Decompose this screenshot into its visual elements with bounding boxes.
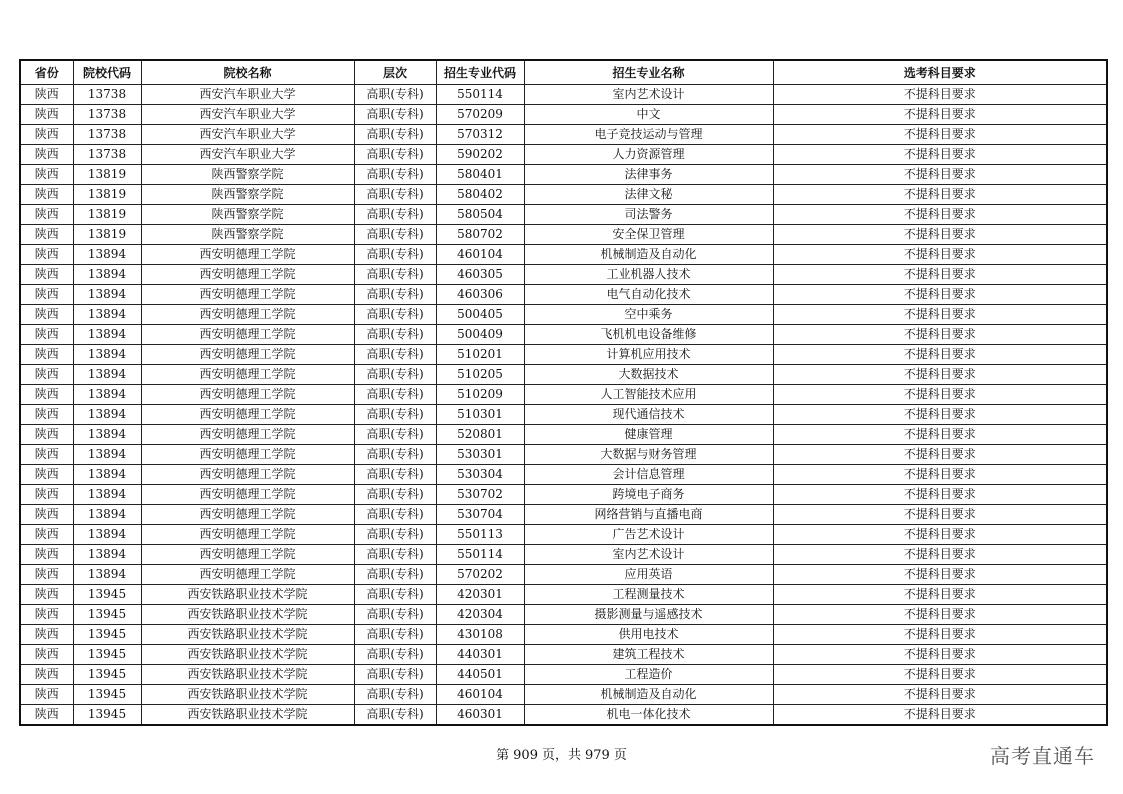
cell-level: 高职(专科) xyxy=(354,265,436,285)
cell-major-code: 550113 xyxy=(436,525,524,545)
cell-major-name: 飞机机电设备维修 xyxy=(524,325,773,345)
cell-major-code: 550114 xyxy=(436,545,524,565)
cell-school-code: 13945 xyxy=(73,605,141,625)
table-row xyxy=(20,485,1107,505)
cell-major-name: 网络营销与直播电商 xyxy=(524,505,773,525)
table-row xyxy=(20,465,1107,485)
cell-school-name: 西安铁路职业技术学院 xyxy=(141,605,354,625)
cell-province: 陕西 xyxy=(20,605,73,625)
cell-school-code: 13945 xyxy=(73,625,141,645)
cell-subject-requirement: 不提科目要求 xyxy=(773,505,1107,525)
cell-major-name: 室内艺术设计 xyxy=(524,545,773,565)
table-body xyxy=(20,85,1107,726)
cell-school-code: 13945 xyxy=(73,585,141,605)
table-row xyxy=(20,405,1107,425)
cell-school-name: 西安铁路职业技术学院 xyxy=(141,705,354,726)
cell-province: 陕西 xyxy=(20,285,73,305)
cell-major-code: 510301 xyxy=(436,405,524,425)
table-row xyxy=(20,225,1107,245)
cell-province: 陕西 xyxy=(20,245,73,265)
cell-major-code: 460301 xyxy=(436,705,524,726)
cell-school-code: 13738 xyxy=(73,125,141,145)
page-prefix: 第 xyxy=(496,748,510,763)
cell-major-code: 460104 xyxy=(436,245,524,265)
cell-major-code: 570202 xyxy=(436,565,524,585)
table-row xyxy=(20,265,1107,285)
cell-major-code: 510209 xyxy=(436,385,524,405)
cell-subject-requirement: 不提科目要求 xyxy=(773,485,1107,505)
cell-major-name: 广告艺术设计 xyxy=(524,525,773,545)
header-level: 层次 xyxy=(354,60,436,85)
cell-level: 高职(专科) xyxy=(354,405,436,425)
cell-school-code: 13738 xyxy=(73,105,141,125)
cell-major-name: 健康管理 xyxy=(524,425,773,445)
cell-subject-requirement: 不提科目要求 xyxy=(773,225,1107,245)
cell-subject-requirement: 不提科目要求 xyxy=(773,525,1107,545)
cell-level: 高职(专科) xyxy=(354,445,436,465)
cell-major-code: 500409 xyxy=(436,325,524,345)
cell-level: 高职(专科) xyxy=(354,485,436,505)
cell-school-name: 西安明德理工学院 xyxy=(141,285,354,305)
cell-major-name: 法律文秘 xyxy=(524,185,773,205)
cell-level: 高职(专科) xyxy=(354,685,436,705)
cell-school-code: 13894 xyxy=(73,245,141,265)
cell-level: 高职(专科) xyxy=(354,125,436,145)
cell-school-name: 西安铁路职业技术学院 xyxy=(141,685,354,705)
cell-school-name: 西安明德理工学院 xyxy=(141,325,354,345)
cell-level: 高职(专科) xyxy=(354,565,436,585)
cell-major-name: 机械制造及自动化 xyxy=(524,245,773,265)
cell-school-name: 西安明德理工学院 xyxy=(141,485,354,505)
cell-major-name: 现代通信技术 xyxy=(524,405,773,425)
cell-school-code: 13819 xyxy=(73,225,141,245)
cell-school-code: 13819 xyxy=(73,185,141,205)
header-subject-requirement: 选考科目要求 xyxy=(773,60,1107,85)
cell-subject-requirement: 不提科目要求 xyxy=(773,145,1107,165)
cell-province: 陕西 xyxy=(20,525,73,545)
cell-major-code: 460306 xyxy=(436,285,524,305)
cell-level: 高职(专科) xyxy=(354,665,436,685)
cell-major-code: 440501 xyxy=(436,665,524,685)
cell-school-name: 西安明德理工学院 xyxy=(141,265,354,285)
table-row xyxy=(20,125,1107,145)
cell-school-name: 西安汽车职业大学 xyxy=(141,125,354,145)
cell-level: 高职(专科) xyxy=(354,205,436,225)
cell-major-name: 工程测量技术 xyxy=(524,585,773,605)
cell-subject-requirement: 不提科目要求 xyxy=(773,565,1107,585)
cell-subject-requirement: 不提科目要求 xyxy=(773,665,1107,685)
table-row xyxy=(20,425,1107,445)
cell-major-name: 应用英语 xyxy=(524,565,773,585)
cell-province: 陕西 xyxy=(20,325,73,345)
cell-major-code: 420301 xyxy=(436,585,524,605)
table-row xyxy=(20,245,1107,265)
cell-province: 陕西 xyxy=(20,105,73,125)
cell-province: 陕西 xyxy=(20,565,73,585)
cell-school-name: 西安明德理工学院 xyxy=(141,385,354,405)
cell-subject-requirement: 不提科目要求 xyxy=(773,205,1107,225)
cell-school-code: 13894 xyxy=(73,405,141,425)
table-row xyxy=(20,705,1107,726)
admission-requirements-table xyxy=(19,59,1108,726)
cell-school-name: 西安明德理工学院 xyxy=(141,545,354,565)
cell-school-code: 13738 xyxy=(73,85,141,105)
table-row xyxy=(20,145,1107,165)
cell-province: 陕西 xyxy=(20,265,73,285)
cell-major-code: 440301 xyxy=(436,645,524,665)
cell-school-name: 西安铁路职业技术学院 xyxy=(141,665,354,685)
cell-school-code: 13894 xyxy=(73,445,141,465)
cell-level: 高职(专科) xyxy=(354,425,436,445)
cell-subject-requirement: 不提科目要求 xyxy=(773,125,1107,145)
table-row xyxy=(20,305,1107,325)
cell-province: 陕西 xyxy=(20,505,73,525)
cell-school-name: 陕西警察学院 xyxy=(141,205,354,225)
table-row xyxy=(20,505,1107,525)
cell-major-name: 摄影测量与遥感技术 xyxy=(524,605,773,625)
cell-major-code: 510201 xyxy=(436,345,524,365)
cell-major-name: 建筑工程技术 xyxy=(524,645,773,665)
cell-major-name: 机械制造及自动化 xyxy=(524,685,773,705)
brand-watermark: 高考直通车 xyxy=(990,744,1095,768)
cell-major-code: 530301 xyxy=(436,445,524,465)
cell-level: 高职(专科) xyxy=(354,605,436,625)
cell-province: 陕西 xyxy=(20,465,73,485)
cell-major-name: 会计信息管理 xyxy=(524,465,773,485)
cell-school-name: 西安明德理工学院 xyxy=(141,445,354,465)
cell-subject-requirement: 不提科目要求 xyxy=(773,425,1107,445)
cell-major-code: 580702 xyxy=(436,225,524,245)
cell-major-code: 530704 xyxy=(436,505,524,525)
cell-school-name: 西安明德理工学院 xyxy=(141,565,354,585)
cell-level: 高职(专科) xyxy=(354,225,436,245)
cell-school-code: 13894 xyxy=(73,285,141,305)
cell-school-name: 陕西警察学院 xyxy=(141,185,354,205)
cell-major-code: 430108 xyxy=(436,625,524,645)
table-row xyxy=(20,665,1107,685)
cell-school-code: 13894 xyxy=(73,545,141,565)
cell-major-code: 550114 xyxy=(436,85,524,105)
cell-school-name: 西安明德理工学院 xyxy=(141,425,354,445)
page-number xyxy=(0,744,1123,763)
cell-level: 高职(专科) xyxy=(354,365,436,385)
cell-province: 陕西 xyxy=(20,85,73,105)
cell-school-name: 西安铁路职业技术学院 xyxy=(141,645,354,665)
cell-school-name: 西安铁路职业技术学院 xyxy=(141,625,354,645)
header-school-code: 院校代码 xyxy=(73,60,141,85)
cell-school-code: 13945 xyxy=(73,645,141,665)
cell-major-name: 司法警务 xyxy=(524,205,773,225)
cell-major-name: 安全保卫管理 xyxy=(524,225,773,245)
cell-province: 陕西 xyxy=(20,205,73,225)
cell-school-name: 西安明德理工学院 xyxy=(141,405,354,425)
header-province: 省份 xyxy=(20,60,73,85)
cell-major-code: 530702 xyxy=(436,485,524,505)
cell-level: 高职(专科) xyxy=(354,465,436,485)
cell-province: 陕西 xyxy=(20,625,73,645)
page-mid: 页，共 xyxy=(541,748,581,763)
cell-major-name: 人工智能技术应用 xyxy=(524,385,773,405)
cell-major-code: 460104 xyxy=(436,685,524,705)
table-row xyxy=(20,525,1107,545)
cell-province: 陕西 xyxy=(20,385,73,405)
cell-school-name: 陕西警察学院 xyxy=(141,225,354,245)
cell-major-code: 460305 xyxy=(436,265,524,285)
cell-province: 陕西 xyxy=(20,165,73,185)
cell-subject-requirement: 不提科目要求 xyxy=(773,85,1107,105)
cell-school-code: 13894 xyxy=(73,325,141,345)
cell-school-name: 西安明德理工学院 xyxy=(141,505,354,525)
cell-subject-requirement: 不提科目要求 xyxy=(773,405,1107,425)
cell-major-name: 法律事务 xyxy=(524,165,773,185)
cell-school-name: 西安明德理工学院 xyxy=(141,365,354,385)
cell-major-code: 510205 xyxy=(436,365,524,385)
table-row xyxy=(20,645,1107,665)
header-row xyxy=(20,60,1107,85)
cell-school-code: 13894 xyxy=(73,525,141,545)
table-header xyxy=(20,60,1107,85)
table-row xyxy=(20,545,1107,565)
cell-subject-requirement: 不提科目要求 xyxy=(773,365,1107,385)
cell-subject-requirement: 不提科目要求 xyxy=(773,345,1107,365)
cell-province: 陕西 xyxy=(20,305,73,325)
cell-province: 陕西 xyxy=(20,145,73,165)
cell-level: 高职(专科) xyxy=(354,145,436,165)
cell-major-name: 中文 xyxy=(524,105,773,125)
cell-level: 高职(专科) xyxy=(354,325,436,345)
cell-subject-requirement: 不提科目要求 xyxy=(773,585,1107,605)
cell-major-name: 跨境电子商务 xyxy=(524,485,773,505)
cell-province: 陕西 xyxy=(20,225,73,245)
cell-major-code: 530304 xyxy=(436,465,524,485)
cell-major-code: 570209 xyxy=(436,105,524,125)
cell-school-name: 西安明德理工学院 xyxy=(141,245,354,265)
cell-major-name: 电气自动化技术 xyxy=(524,285,773,305)
table-row xyxy=(20,285,1107,305)
cell-subject-requirement: 不提科目要求 xyxy=(773,305,1107,325)
cell-level: 高职(专科) xyxy=(354,645,436,665)
table-row xyxy=(20,165,1107,185)
cell-major-name: 计算机应用技术 xyxy=(524,345,773,365)
cell-major-code: 420304 xyxy=(436,605,524,625)
cell-level: 高职(专科) xyxy=(354,305,436,325)
cell-province: 陕西 xyxy=(20,645,73,665)
page-current: 909 xyxy=(513,748,538,763)
cell-level: 高职(专科) xyxy=(354,105,436,125)
cell-school-code: 13894 xyxy=(73,505,141,525)
cell-level: 高职(专科) xyxy=(354,585,436,605)
table-row xyxy=(20,105,1107,125)
cell-school-name: 西安明德理工学院 xyxy=(141,525,354,545)
cell-school-name: 西安汽车职业大学 xyxy=(141,85,354,105)
cell-subject-requirement: 不提科目要求 xyxy=(773,325,1107,345)
table-row xyxy=(20,625,1107,645)
cell-school-name: 陕西警察学院 xyxy=(141,165,354,185)
cell-level: 高职(专科) xyxy=(354,545,436,565)
header-major-name: 招生专业名称 xyxy=(524,60,773,85)
cell-subject-requirement: 不提科目要求 xyxy=(773,285,1107,305)
cell-major-code: 580401 xyxy=(436,165,524,185)
table-row xyxy=(20,85,1107,105)
cell-major-code: 580504 xyxy=(436,205,524,225)
cell-province: 陕西 xyxy=(20,125,73,145)
cell-major-name: 工业机器人技术 xyxy=(524,265,773,285)
cell-subject-requirement: 不提科目要求 xyxy=(773,245,1107,265)
cell-province: 陕西 xyxy=(20,185,73,205)
cell-subject-requirement: 不提科目要求 xyxy=(773,685,1107,705)
cell-level: 高职(专科) xyxy=(354,385,436,405)
cell-subject-requirement: 不提科目要求 xyxy=(773,265,1107,285)
table-row xyxy=(20,205,1107,225)
cell-major-name: 空中乘务 xyxy=(524,305,773,325)
cell-province: 陕西 xyxy=(20,405,73,425)
page-total: 979 xyxy=(585,748,610,763)
cell-school-code: 13738 xyxy=(73,145,141,165)
cell-school-code: 13945 xyxy=(73,685,141,705)
cell-major-name: 人力资源管理 xyxy=(524,145,773,165)
cell-subject-requirement: 不提科目要求 xyxy=(773,705,1107,726)
cell-province: 陕西 xyxy=(20,445,73,465)
cell-school-name: 西安汽车职业大学 xyxy=(141,105,354,125)
cell-level: 高职(专科) xyxy=(354,625,436,645)
cell-school-code: 13945 xyxy=(73,705,141,726)
cell-level: 高职(专科) xyxy=(354,345,436,365)
cell-school-code: 13819 xyxy=(73,205,141,225)
cell-major-name: 室内艺术设计 xyxy=(524,85,773,105)
cell-school-name: 西安铁路职业技术学院 xyxy=(141,585,354,605)
table-row xyxy=(20,385,1107,405)
cell-subject-requirement: 不提科目要求 xyxy=(773,105,1107,125)
cell-level: 高职(专科) xyxy=(354,165,436,185)
cell-province: 陕西 xyxy=(20,345,73,365)
table-row xyxy=(20,185,1107,205)
cell-subject-requirement: 不提科目要求 xyxy=(773,625,1107,645)
cell-level: 高职(专科) xyxy=(354,705,436,726)
cell-subject-requirement: 不提科目要求 xyxy=(773,385,1107,405)
header-major-code: 招生专业代码 xyxy=(436,60,524,85)
cell-school-name: 西安汽车职业大学 xyxy=(141,145,354,165)
table-row xyxy=(20,325,1107,345)
cell-school-code: 13945 xyxy=(73,665,141,685)
cell-level: 高职(专科) xyxy=(354,85,436,105)
cell-school-code: 13894 xyxy=(73,265,141,285)
cell-major-code: 580402 xyxy=(436,185,524,205)
table-row xyxy=(20,585,1107,605)
cell-school-code: 13894 xyxy=(73,465,141,485)
cell-province: 陕西 xyxy=(20,545,73,565)
cell-subject-requirement: 不提科目要求 xyxy=(773,165,1107,185)
table-row xyxy=(20,565,1107,585)
header-school-name: 院校名称 xyxy=(141,60,354,85)
table-row xyxy=(20,345,1107,365)
cell-major-code: 520801 xyxy=(436,425,524,445)
cell-province: 陕西 xyxy=(20,425,73,445)
cell-school-code: 13894 xyxy=(73,565,141,585)
cell-major-name: 工程造价 xyxy=(524,665,773,685)
cell-major-name: 大数据技术 xyxy=(524,365,773,385)
cell-subject-requirement: 不提科目要求 xyxy=(773,465,1107,485)
cell-major-name: 大数据与财务管理 xyxy=(524,445,773,465)
cell-level: 高职(专科) xyxy=(354,505,436,525)
cell-school-code: 13819 xyxy=(73,165,141,185)
cell-major-name: 供用电技术 xyxy=(524,625,773,645)
cell-school-code: 13894 xyxy=(73,425,141,445)
table-row xyxy=(20,445,1107,465)
cell-level: 高职(专科) xyxy=(354,245,436,265)
cell-level: 高职(专科) xyxy=(354,285,436,305)
cell-major-name: 电子竞技运动与管理 xyxy=(524,125,773,145)
cell-subject-requirement: 不提科目要求 xyxy=(773,185,1107,205)
cell-major-name: 机电一体化技术 xyxy=(524,705,773,726)
cell-province: 陕西 xyxy=(20,585,73,605)
cell-school-name: 西安明德理工学院 xyxy=(141,465,354,485)
cell-school-name: 西安明德理工学院 xyxy=(141,305,354,325)
cell-major-code: 500405 xyxy=(436,305,524,325)
page-suffix: 页 xyxy=(613,748,627,763)
cell-major-code: 570312 xyxy=(436,125,524,145)
cell-level: 高职(专科) xyxy=(354,185,436,205)
cell-province: 陕西 xyxy=(20,705,73,726)
cell-school-code: 13894 xyxy=(73,365,141,385)
cell-subject-requirement: 不提科目要求 xyxy=(773,645,1107,665)
cell-province: 陕西 xyxy=(20,665,73,685)
cell-province: 陕西 xyxy=(20,685,73,705)
cell-level: 高职(专科) xyxy=(354,525,436,545)
cell-school-code: 13894 xyxy=(73,305,141,325)
cell-subject-requirement: 不提科目要求 xyxy=(773,605,1107,625)
cell-subject-requirement: 不提科目要求 xyxy=(773,545,1107,565)
cell-school-code: 13894 xyxy=(73,345,141,365)
table-row xyxy=(20,685,1107,705)
cell-major-code: 590202 xyxy=(436,145,524,165)
cell-province: 陕西 xyxy=(20,365,73,385)
cell-province: 陕西 xyxy=(20,485,73,505)
cell-school-code: 13894 xyxy=(73,485,141,505)
cell-school-name: 西安明德理工学院 xyxy=(141,345,354,365)
cell-school-code: 13894 xyxy=(73,385,141,405)
cell-subject-requirement: 不提科目要求 xyxy=(773,445,1107,465)
table-row xyxy=(20,365,1107,385)
table-row xyxy=(20,605,1107,625)
